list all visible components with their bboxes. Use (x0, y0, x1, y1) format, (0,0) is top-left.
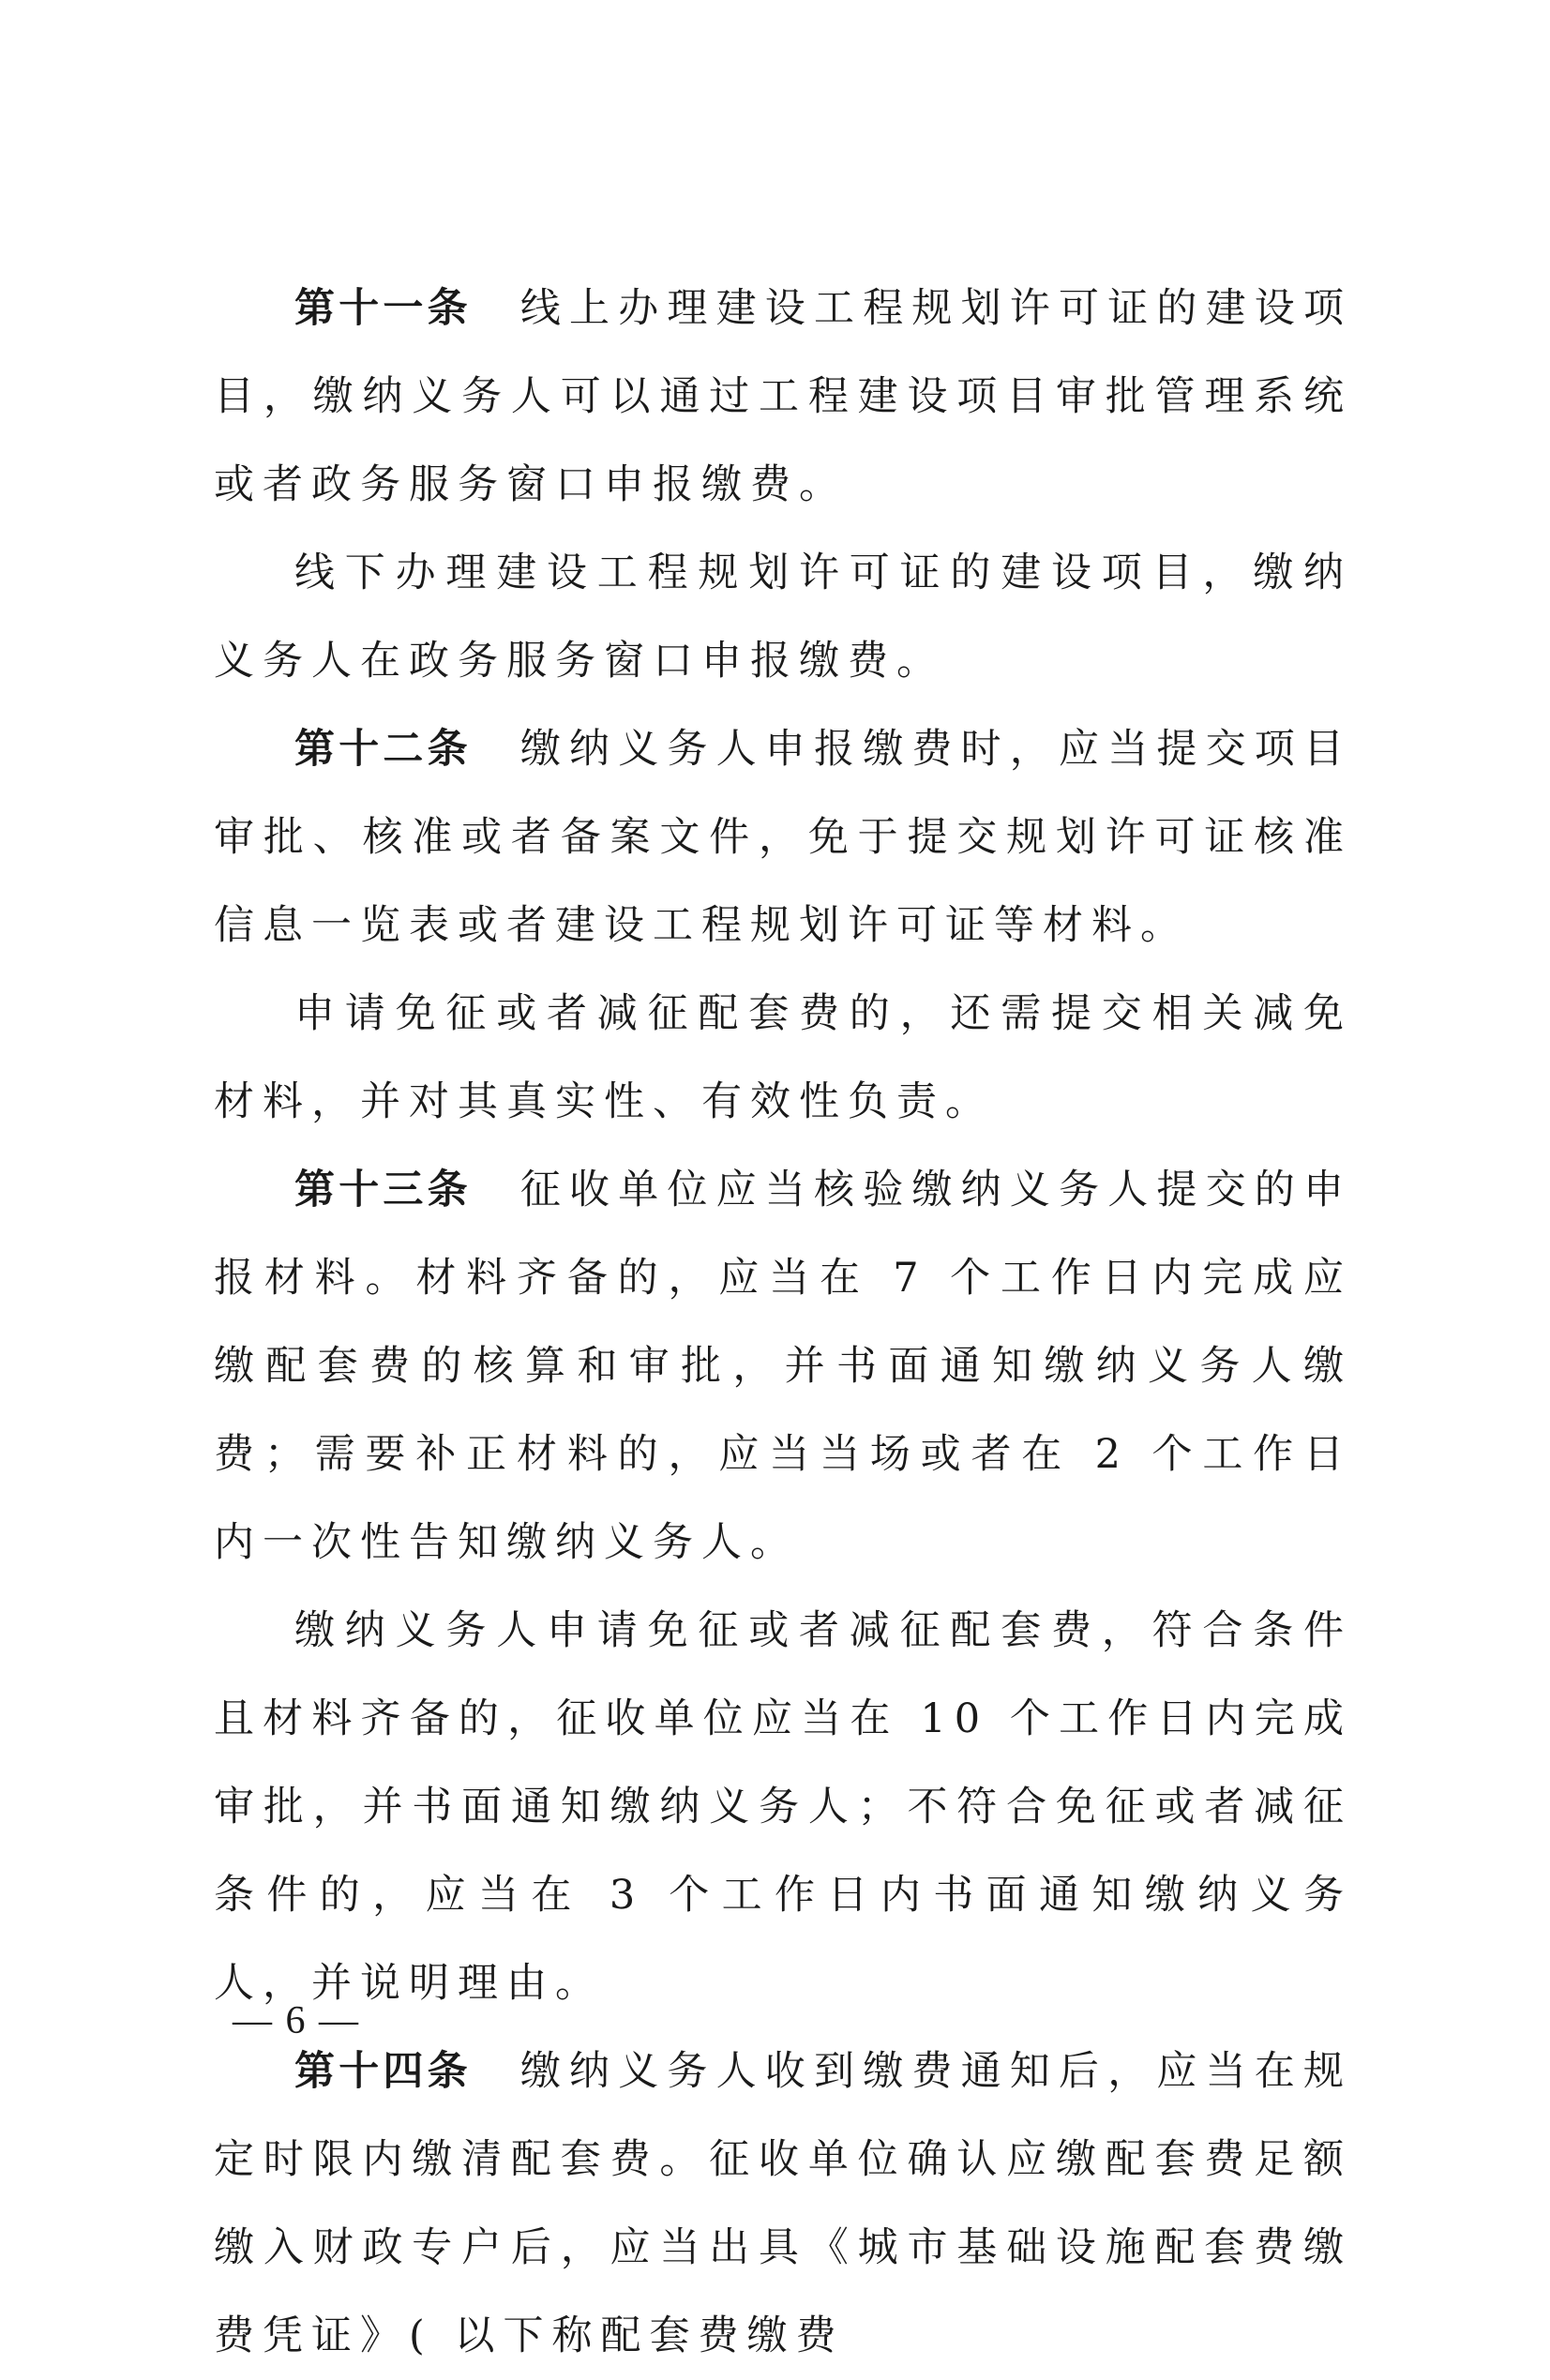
article-13-paragraph-1 (214, 1146, 1352, 1587)
article-11-heading: 第十一条 (294, 285, 472, 332)
article-13-text-2: 缴纳义务人申请免征或者减征配套费，符合条件且材料齐备的，征收单位应当在 10 个工作日内完成审批，并书面通知缴纳义务人；不符合免征或者减征条件的，应当在 3 个工作日内书面通知缴纳义务人，并说明理由。 (214, 1607, 1352, 2007)
article-11-paragraph-2 (214, 529, 1352, 705)
page-number: — 6 — (233, 1999, 360, 2042)
article-13-paragraph-2 (214, 1587, 1352, 2027)
article-13-text-1: 征收单位应当核验缴纳义务人提交的申报材料。材料齐备的，应当在 7 个工作日内完成应缴配套费的核算和审批，并书面通知缴纳义务人缴费；需要补正材料的，应当当场或者在 2 个工作日内一次性告知缴纳义务人。 (214, 1167, 1353, 1566)
article-12-text-1: 缴纳义务人申报缴费时，应当提交项目审批、核准或者备案文件，免于提交规划许可证核准信息一览表或者建设工程规划许可证等材料。 (214, 726, 1353, 949)
article-14-heading: 第十四条 (294, 2048, 472, 2095)
document-body (214, 264, 1352, 2380)
article-12-text-2: 申请免征或者减征配套费的，还需提交相关减免材料，并对其真实性、有效性负责。 (214, 990, 1352, 1125)
article-13-heading: 第十三条 (294, 1167, 472, 1213)
article-12-paragraph-2 (214, 970, 1352, 1146)
article-12-heading: 第十二条 (294, 726, 472, 773)
article-14-text-1: 缴纳义务人收到缴费通知后，应当在规定时限内缴清配套费。征收单位确认应缴配套费足额缴入财政专户后，应当出具《城市基础设施配套费缴费凭证》( 以下称配套费缴费 (214, 2048, 1353, 2359)
article-12-paragraph-1 (214, 705, 1352, 970)
article-11-text-2: 线下办理建设工程规划许可证的建设项目，缴纳义务人在政务服务窗口申报缴费。 (214, 550, 1352, 685)
article-11-paragraph-1 (214, 264, 1352, 529)
article-11-text-1: 线上办理建设工程规划许可证的建设项目，缴纳义务人可以通过工程建设项目审批管理系统或者政务服务窗口申报缴费。 (214, 285, 1353, 508)
article-14-paragraph-1 (214, 2027, 1352, 2380)
